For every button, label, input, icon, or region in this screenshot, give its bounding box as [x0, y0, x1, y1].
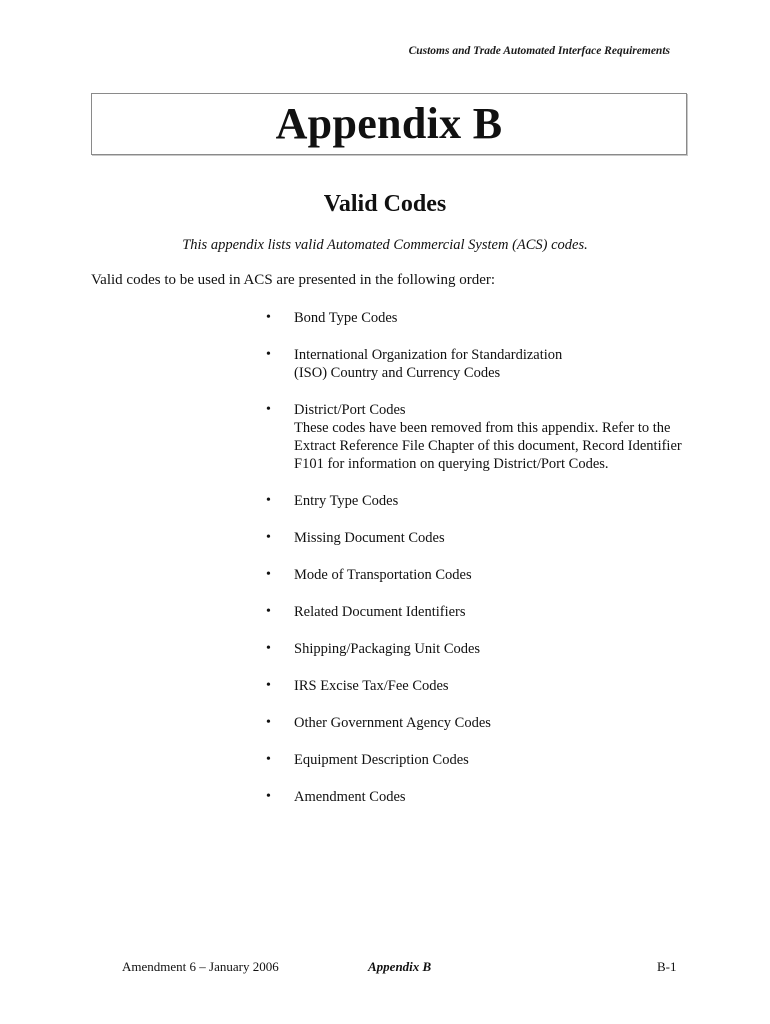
page-title: Appendix B [275, 99, 503, 148]
list-item-label: Other Government Agency Codes [294, 715, 491, 731]
list-item-label: Amendment Codes [294, 789, 406, 805]
list-item-label: Bond Type Codes [294, 310, 398, 326]
list-item-label: Entry Type Codes [294, 493, 399, 509]
bullet-icon: • [266, 347, 271, 362]
list-item [266, 346, 686, 382]
bullet-icon: • [266, 641, 271, 656]
bullet-icon: • [266, 752, 271, 767]
list-item-label: IRS Excise Tax/Fee Codes [294, 678, 449, 694]
list-item [266, 714, 686, 732]
list-item [266, 677, 686, 695]
list-item [266, 603, 686, 621]
bullet-icon: • [266, 530, 271, 545]
list-item-label: Missing Document Codes [294, 530, 445, 546]
list-item [266, 788, 686, 806]
footer-section-name: Appendix B [368, 959, 432, 974]
running-header: Customs and Trade Automated Interface Requirements [408, 45, 670, 57]
list-item-label: Related Document Identifiers [294, 604, 466, 620]
bullet-icon: • [266, 604, 271, 619]
list-item [266, 529, 686, 547]
list-item-label: International Organization for Standardization [294, 347, 563, 363]
list-item [266, 566, 686, 584]
list-item [266, 401, 686, 473]
bullet-icon: • [266, 678, 271, 693]
bullet-icon: • [266, 715, 271, 730]
list-item [266, 751, 686, 769]
list-item-label: Equipment Description Codes [294, 752, 469, 768]
list-item [266, 492, 686, 510]
section-subtitle: Valid Codes [323, 191, 447, 217]
list-item [266, 309, 686, 327]
list-item-label: Shipping/Packaging Unit Codes [294, 641, 481, 657]
list-item-label: District/Port Codes [294, 402, 406, 418]
footer-page-number: B-1 [657, 959, 677, 974]
bullet-icon: • [266, 789, 271, 804]
title-box [91, 93, 687, 155]
list-item [266, 640, 686, 658]
list-item-label-line2: (ISO) Country and Currency Codes [294, 365, 501, 381]
intro-text: This appendix lists valid Automated Commercial System (ACS) codes. [182, 237, 588, 253]
list-item-note: These codes have been removed from this appendix. Refer to the Extract Reference File Chapter of this document, Record Identifier F101 for information on querying District/Port Codes. [294, 420, 682, 472]
bullet-icon: • [266, 493, 271, 508]
list-item-label: Mode of Transportation Codes [294, 567, 472, 583]
footer-amendment: Amendment 6 – January 2006 [122, 959, 279, 974]
bullet-icon: • [266, 402, 271, 417]
code-list [266, 309, 686, 825]
bullet-icon: • [266, 567, 271, 582]
bullet-icon: • [266, 310, 271, 325]
lead-text: Valid codes to be used in ACS are presented in the following order: [91, 272, 496, 288]
